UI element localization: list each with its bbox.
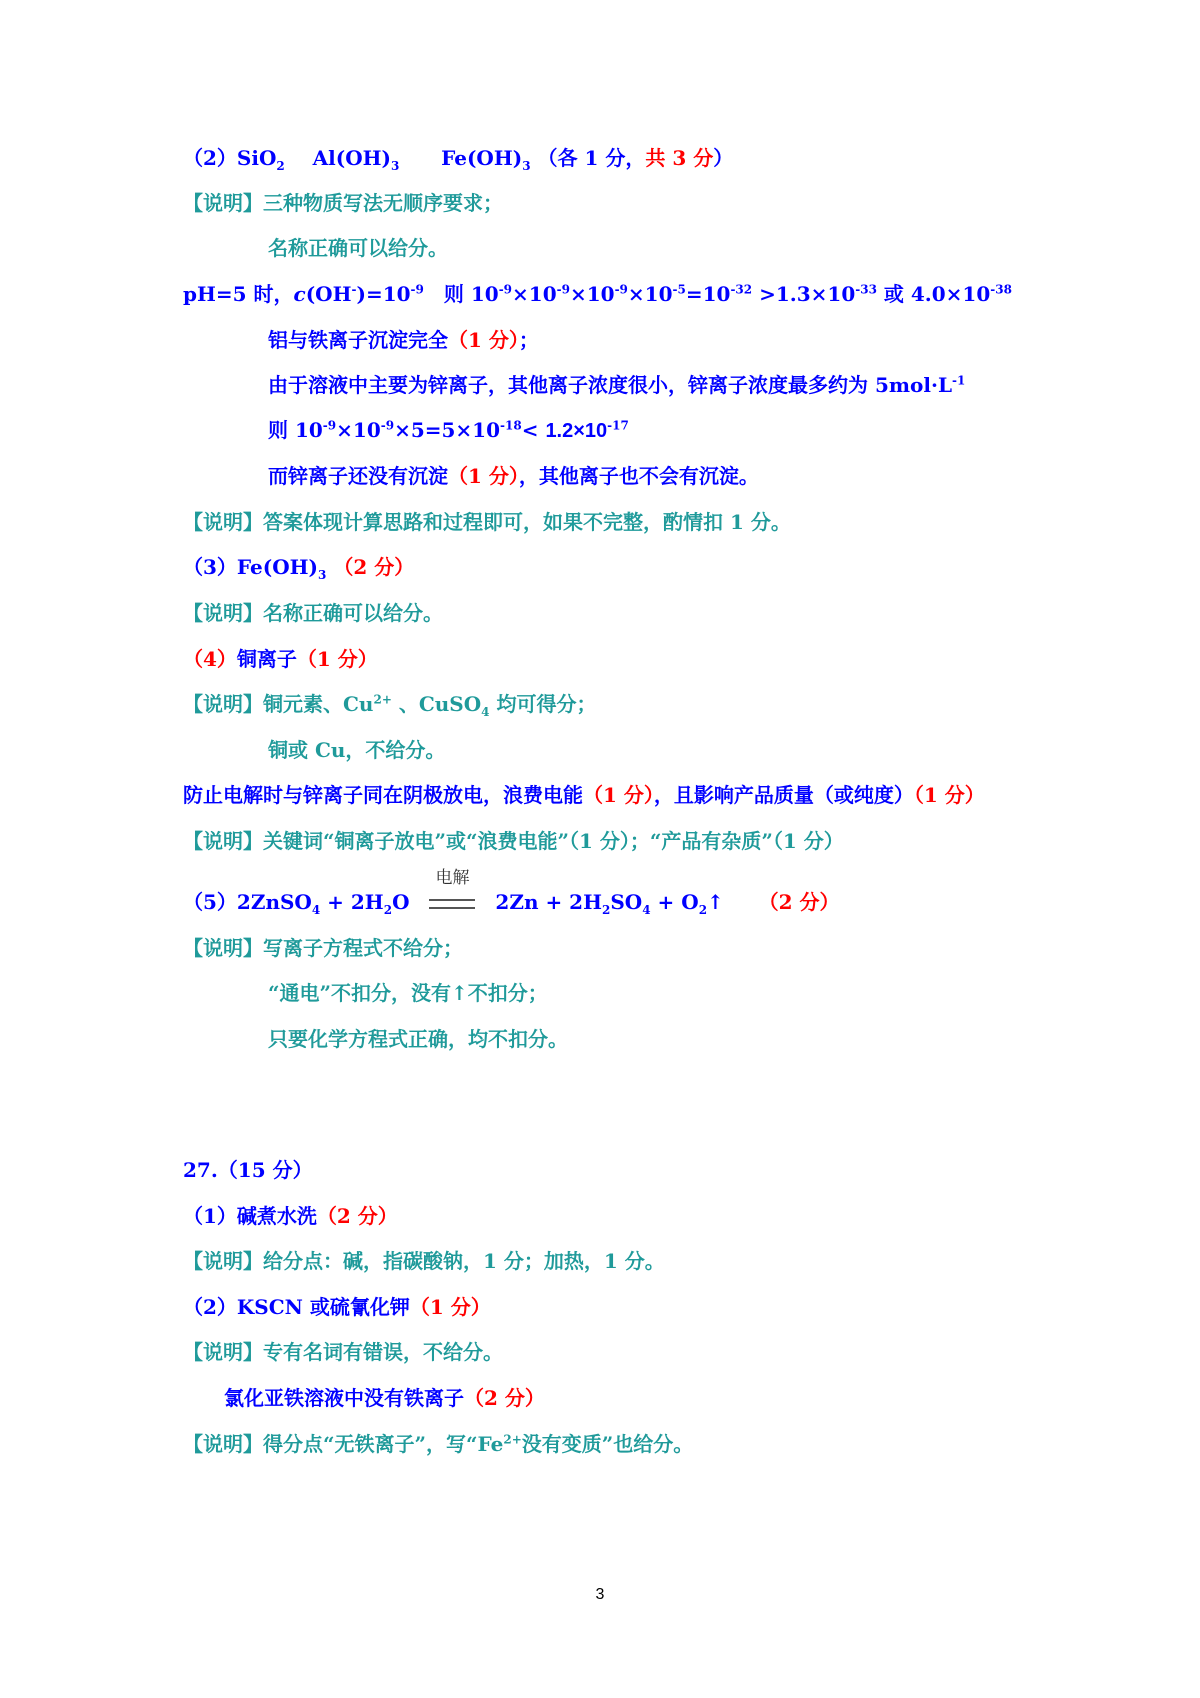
answer-line: 氯化亚铁溶液中没有铁离子（2 分） [224,1386,545,1410]
note-line: 【说明】三种物质写法无顺序要求； [183,191,503,215]
answer-line: 防止电解时与锌离子同在阴极放电，浪费电能（1 分），且影响产品质量（或纯度）（1 分） [183,783,985,807]
q4-answer-line: （4）铜离子（1 分） [183,647,378,671]
answer-line: 由于溶液中主要为锌离子，其他离子浓度很小，锌离子浓度最多约为 $5mol\cdot L^{-1}$ [268,373,966,397]
answer-line: 而锌离子还没有沉淀（1 分），其他离子也不会有沉淀。 [268,464,759,488]
note-line: 【说明】答案体现计算思路和过程即可，如果不完整，酌情扣 1 分。 [183,510,791,534]
note-line: 【说明】关键词“铜离子放电”或“浪费电能”（1 分）；“产品有杂质”（1 分） [183,829,844,853]
calc-line: pH=5 时，$c(OH^-)=10^{-9}$ 则 $10^{-9}\times 10^{-9}\times 10^{-9}\times 10^{-5}=10^{-32} >1.3\times 10^{-33}$ 或 $4.0\times 10^{-38}$ [183,282,1012,306]
answer-line: 铝与铁离子沉淀完全（1 分）； [268,328,539,352]
note-line: 【说明】写离子方程式不给分； [183,936,463,960]
note-line: 【说明】铜元素、$Cu^{2+}$ 、CuSO$_4$ 均可得分； [183,692,597,719]
q3-answer-line: $(3)Fe(OH)_3$ （2 分） [183,555,415,582]
q27-1-answer-line: （1）碱煮水洗（2 分） [183,1204,398,1228]
q5-equation-line: （5）2ZnSO$_4$ + $2H_2O$ 电解 $2Zn + 2H_2SO_4$ + $O_2↑$ （2 分） [183,868,840,917]
q27-heading: 27.（15 分） [183,1158,313,1182]
page-number: 3 [595,1586,605,1603]
note-line: 【说明】专有名词有错误，不给分。 [183,1340,503,1364]
equals-sign-electrolysis: 电解 [422,890,482,914]
note-line: 只要化学方程式正确，均不扣分。 [268,1027,568,1051]
q2-score-open: （各 1 分， [537,146,646,170]
answer-line: 则 $10^{-9}\times 10^{-9}\times 5=5\times 10^{-18}< 1.2\times 10^{-17}$ [268,418,629,442]
note-line: “通电”不扣分，没有↑不扣分； [268,981,548,1005]
q2-score-total: 共 3 分 [645,146,714,170]
note-line: 【说明】给分点：碱，指碳酸钠，1 分；加热，1 分。 [183,1249,665,1273]
note-line: 【说明】得分点“无铁离子”，写“$Fe^{2+}$没有变质”也给分。 [183,1432,694,1456]
note-line: 【说明】名称正确可以给分。 [183,601,443,625]
q27-2-answer-line: （2）KSCN 或硫氰化钾（1 分） [183,1295,491,1319]
q2-answer-line: （2）SiO$_2$ $Al(OH)_3$ $Fe(OH)_3$ （各 1 分，共 3 分） [183,146,734,173]
note-line: 铜或 Cu，不给分。 [268,738,446,762]
note-line: 名称正确可以给分。 [268,236,448,260]
